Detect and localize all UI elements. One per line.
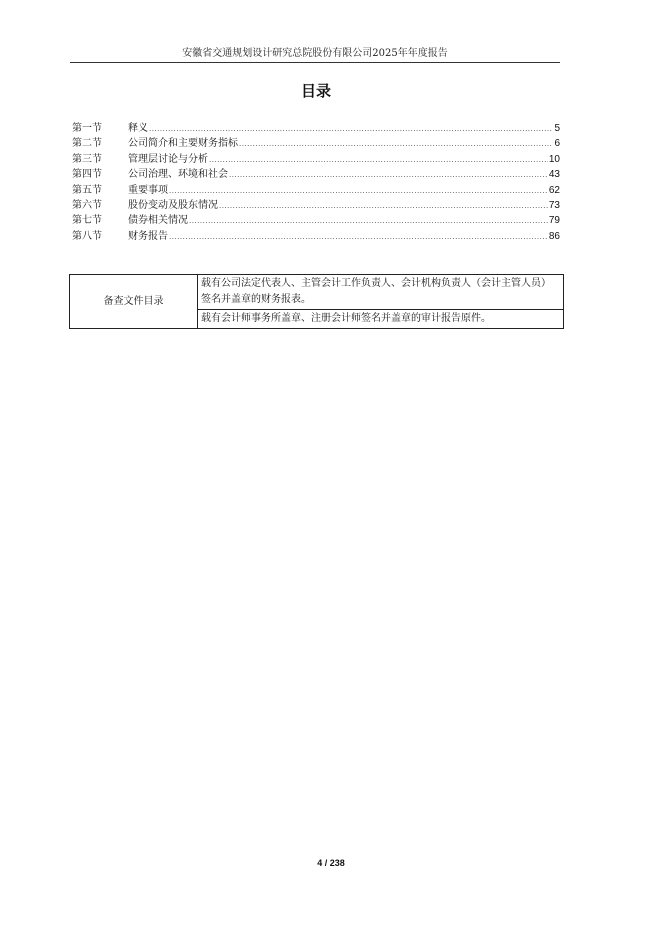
reference-documents-table xyxy=(69,274,564,329)
toc-leader-dots xyxy=(149,122,553,137)
toc-section-name: 公司治理、环境和社会 xyxy=(128,169,228,181)
page-number: 4 / 238 xyxy=(317,858,345,868)
toc-section-number: 第七节 xyxy=(72,215,102,227)
toc-entry[interactable] xyxy=(72,121,560,136)
toc-page-number: 43 xyxy=(548,169,560,181)
reference-doc-item: 载有会计师事务所盖章、注册会计师签名并盖章的审计报告原件。 xyxy=(198,310,564,329)
toc-entry[interactable] xyxy=(72,136,560,151)
toc-entry[interactable] xyxy=(72,229,560,244)
toc-page-number: 86 xyxy=(548,230,560,242)
toc-entry[interactable] xyxy=(72,152,560,167)
header-divider xyxy=(70,62,560,63)
toc-leader-dots xyxy=(219,199,548,214)
table-of-contents xyxy=(72,121,560,244)
toc-page-number: 6 xyxy=(554,138,560,150)
toc-section-name: 股份变动及股东情况 xyxy=(128,199,218,211)
toc-section-name: 债券相关情况 xyxy=(128,215,188,227)
reference-doc-item: 载有公司法定代表人、主管会计工作负责人、会计机构负责人（会计主管人员）签名并盖章的财务报表。 xyxy=(198,275,564,310)
toc-leader-dots xyxy=(169,230,548,245)
toc-leader-dots xyxy=(169,184,548,199)
toc-page-number: 5 xyxy=(554,123,560,134)
toc-section-number: 第二节 xyxy=(72,138,102,150)
toc-section-name: 公司简介和主要财务指标 xyxy=(128,138,238,150)
toc-leader-dots xyxy=(209,153,548,168)
toc-leader-dots xyxy=(189,214,548,229)
reference-docs-label: 备查文件目录 xyxy=(70,275,198,329)
toc-section-number: 第三节 xyxy=(72,153,102,165)
toc-section-name: 释义 xyxy=(128,123,148,134)
report-header-title: 安徽省交通规划设计研究总院股份有限公司2025年年度报告 xyxy=(182,48,448,59)
toc-section-number: 第六节 xyxy=(72,199,102,211)
toc-entry[interactable] xyxy=(72,183,560,198)
toc-title: 目录 xyxy=(300,82,331,100)
table-row xyxy=(70,275,564,310)
toc-page-number: 62 xyxy=(548,184,560,196)
toc-section-number: 第四节 xyxy=(72,169,102,181)
toc-section-number: 第五节 xyxy=(72,184,102,196)
toc-page-number: 79 xyxy=(548,215,560,227)
toc-section-number: 第八节 xyxy=(72,230,102,242)
toc-section-number: 第一节 xyxy=(72,123,102,134)
toc-page-number: 73 xyxy=(548,199,560,211)
toc-page-number: 10 xyxy=(548,153,560,165)
toc-entry[interactable] xyxy=(72,213,560,228)
toc-section-name: 管理层讨论与分析 xyxy=(128,153,208,165)
toc-entry[interactable] xyxy=(72,167,560,182)
toc-section-name: 重要事项 xyxy=(128,184,168,196)
toc-entry[interactable] xyxy=(72,198,560,213)
toc-leader-dots xyxy=(229,168,548,183)
toc-section-name: 财务报告 xyxy=(128,230,168,242)
toc-leader-dots xyxy=(239,137,553,152)
